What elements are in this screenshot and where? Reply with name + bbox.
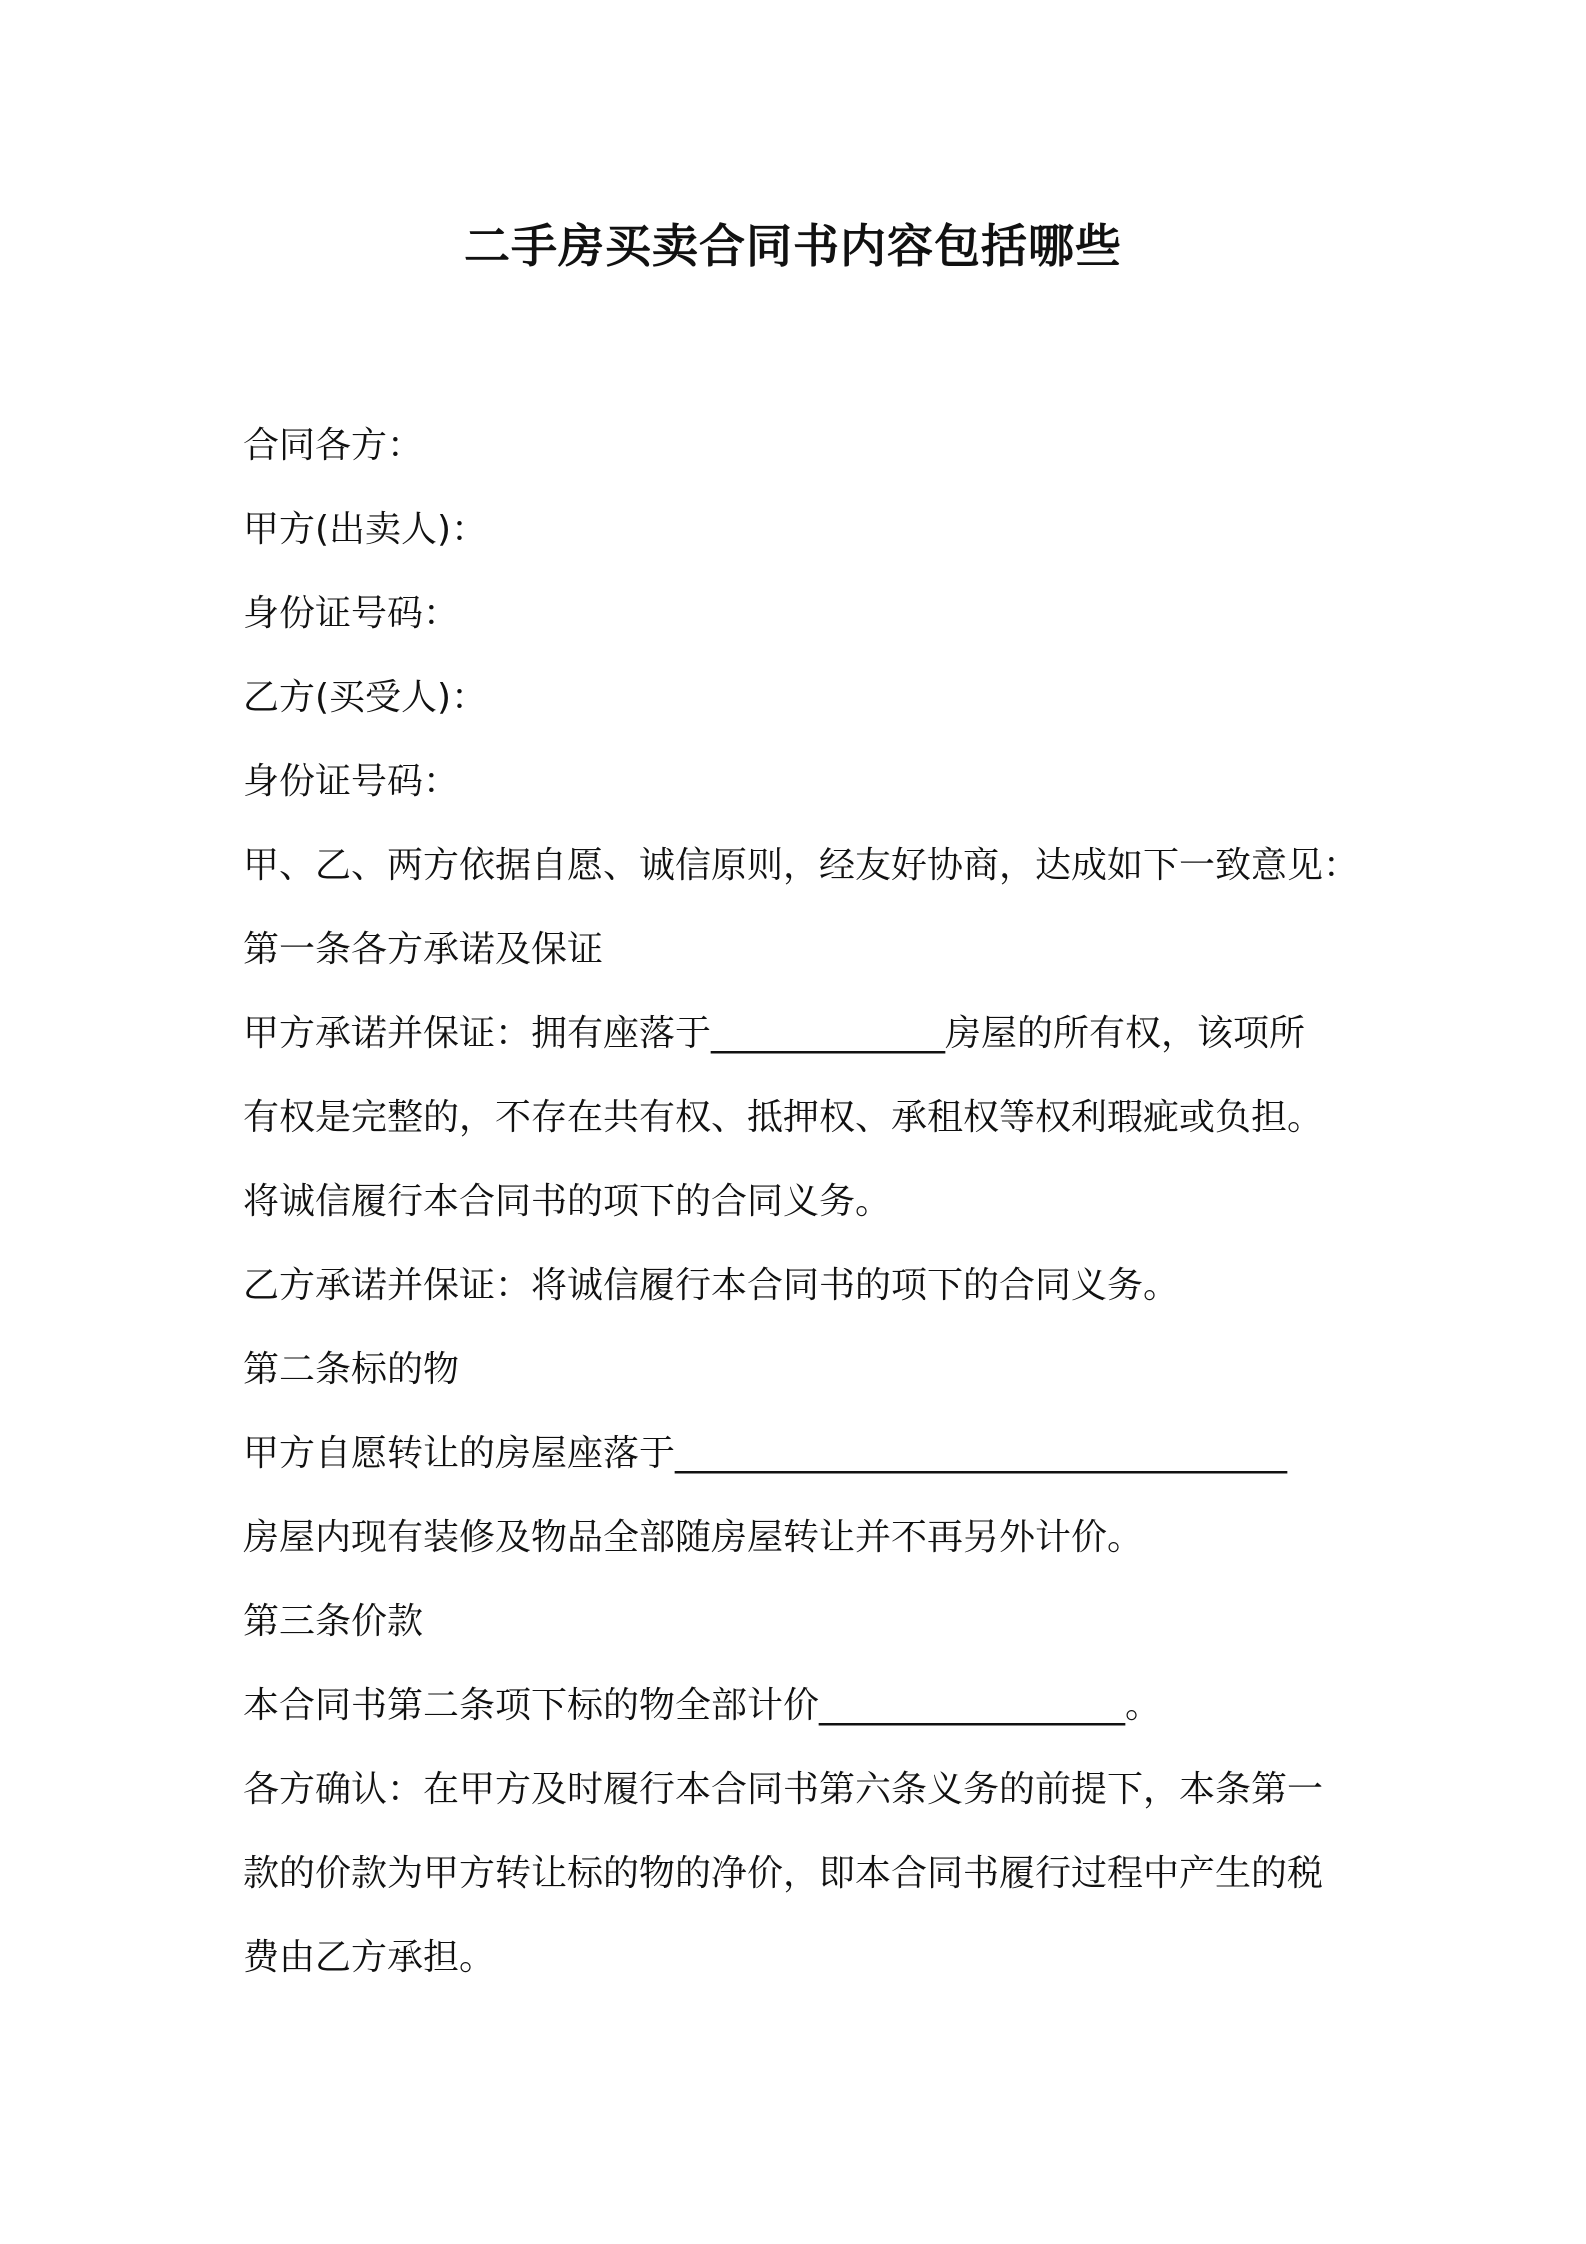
- article-3-heading: 第三条价款: [243, 1601, 424, 1642]
- article-1-paragraph-line: 将诚信履行本合同书的项下的合同义务。: [243, 1181, 892, 1222]
- article-2-heading: 第二条标的物: [243, 1349, 460, 1390]
- article-1-heading: 第一条各方承诺及保证: [243, 929, 604, 970]
- document-title: 二手房买卖合同书内容包括哪些: [464, 219, 1122, 273]
- party-b-label: 乙方(买受人)：: [243, 677, 488, 718]
- article-2-paragraph-line: 房屋内现有装修及物品全部随房屋转让并不再另外计价。: [243, 1517, 1144, 1558]
- article-1-paragraph-line: 甲方承诺并保证：拥有座落于_____________房屋的所有权，该项所: [243, 1013, 1306, 1054]
- article-1-party-b-promise: 乙方承诺并保证：将诚信履行本合同书的项下的合同义务。: [243, 1265, 1180, 1306]
- article-3-paragraph-line: 款的价款为甲方转让标的物的净价，即本合同书履行过程中产生的税: [243, 1853, 1324, 1894]
- article-1-paragraph-line: 有权是完整的，不存在共有权、抵押权、承租权等权利瑕疵或负担。: [243, 1097, 1324, 1138]
- party-b-id-label: 身份证号码：: [243, 761, 460, 802]
- party-a-id-label: 身份证号码：: [243, 593, 460, 634]
- parties-heading: 合同各方：: [243, 425, 424, 466]
- party-a-label: 甲方(出卖人)：: [243, 509, 488, 550]
- article-3-price-line: 本合同书第二条项下标的物全部计价_________________。: [243, 1685, 1162, 1726]
- article-2-paragraph-line: 甲方自愿转让的房屋座落于__________________________________: [243, 1433, 1288, 1474]
- article-3-paragraph-line: 费由乙方承担。: [243, 1937, 496, 1978]
- agreement-intro: 甲、乙、两方依据自愿、诚信原则，经友好协商，达成如下一致意见：: [243, 845, 1360, 886]
- article-3-paragraph-line: 各方确认：在甲方及时履行本合同书第六条义务的前提下，本条第一: [243, 1769, 1324, 1810]
- document-body: [243, 404, 1363, 2000]
